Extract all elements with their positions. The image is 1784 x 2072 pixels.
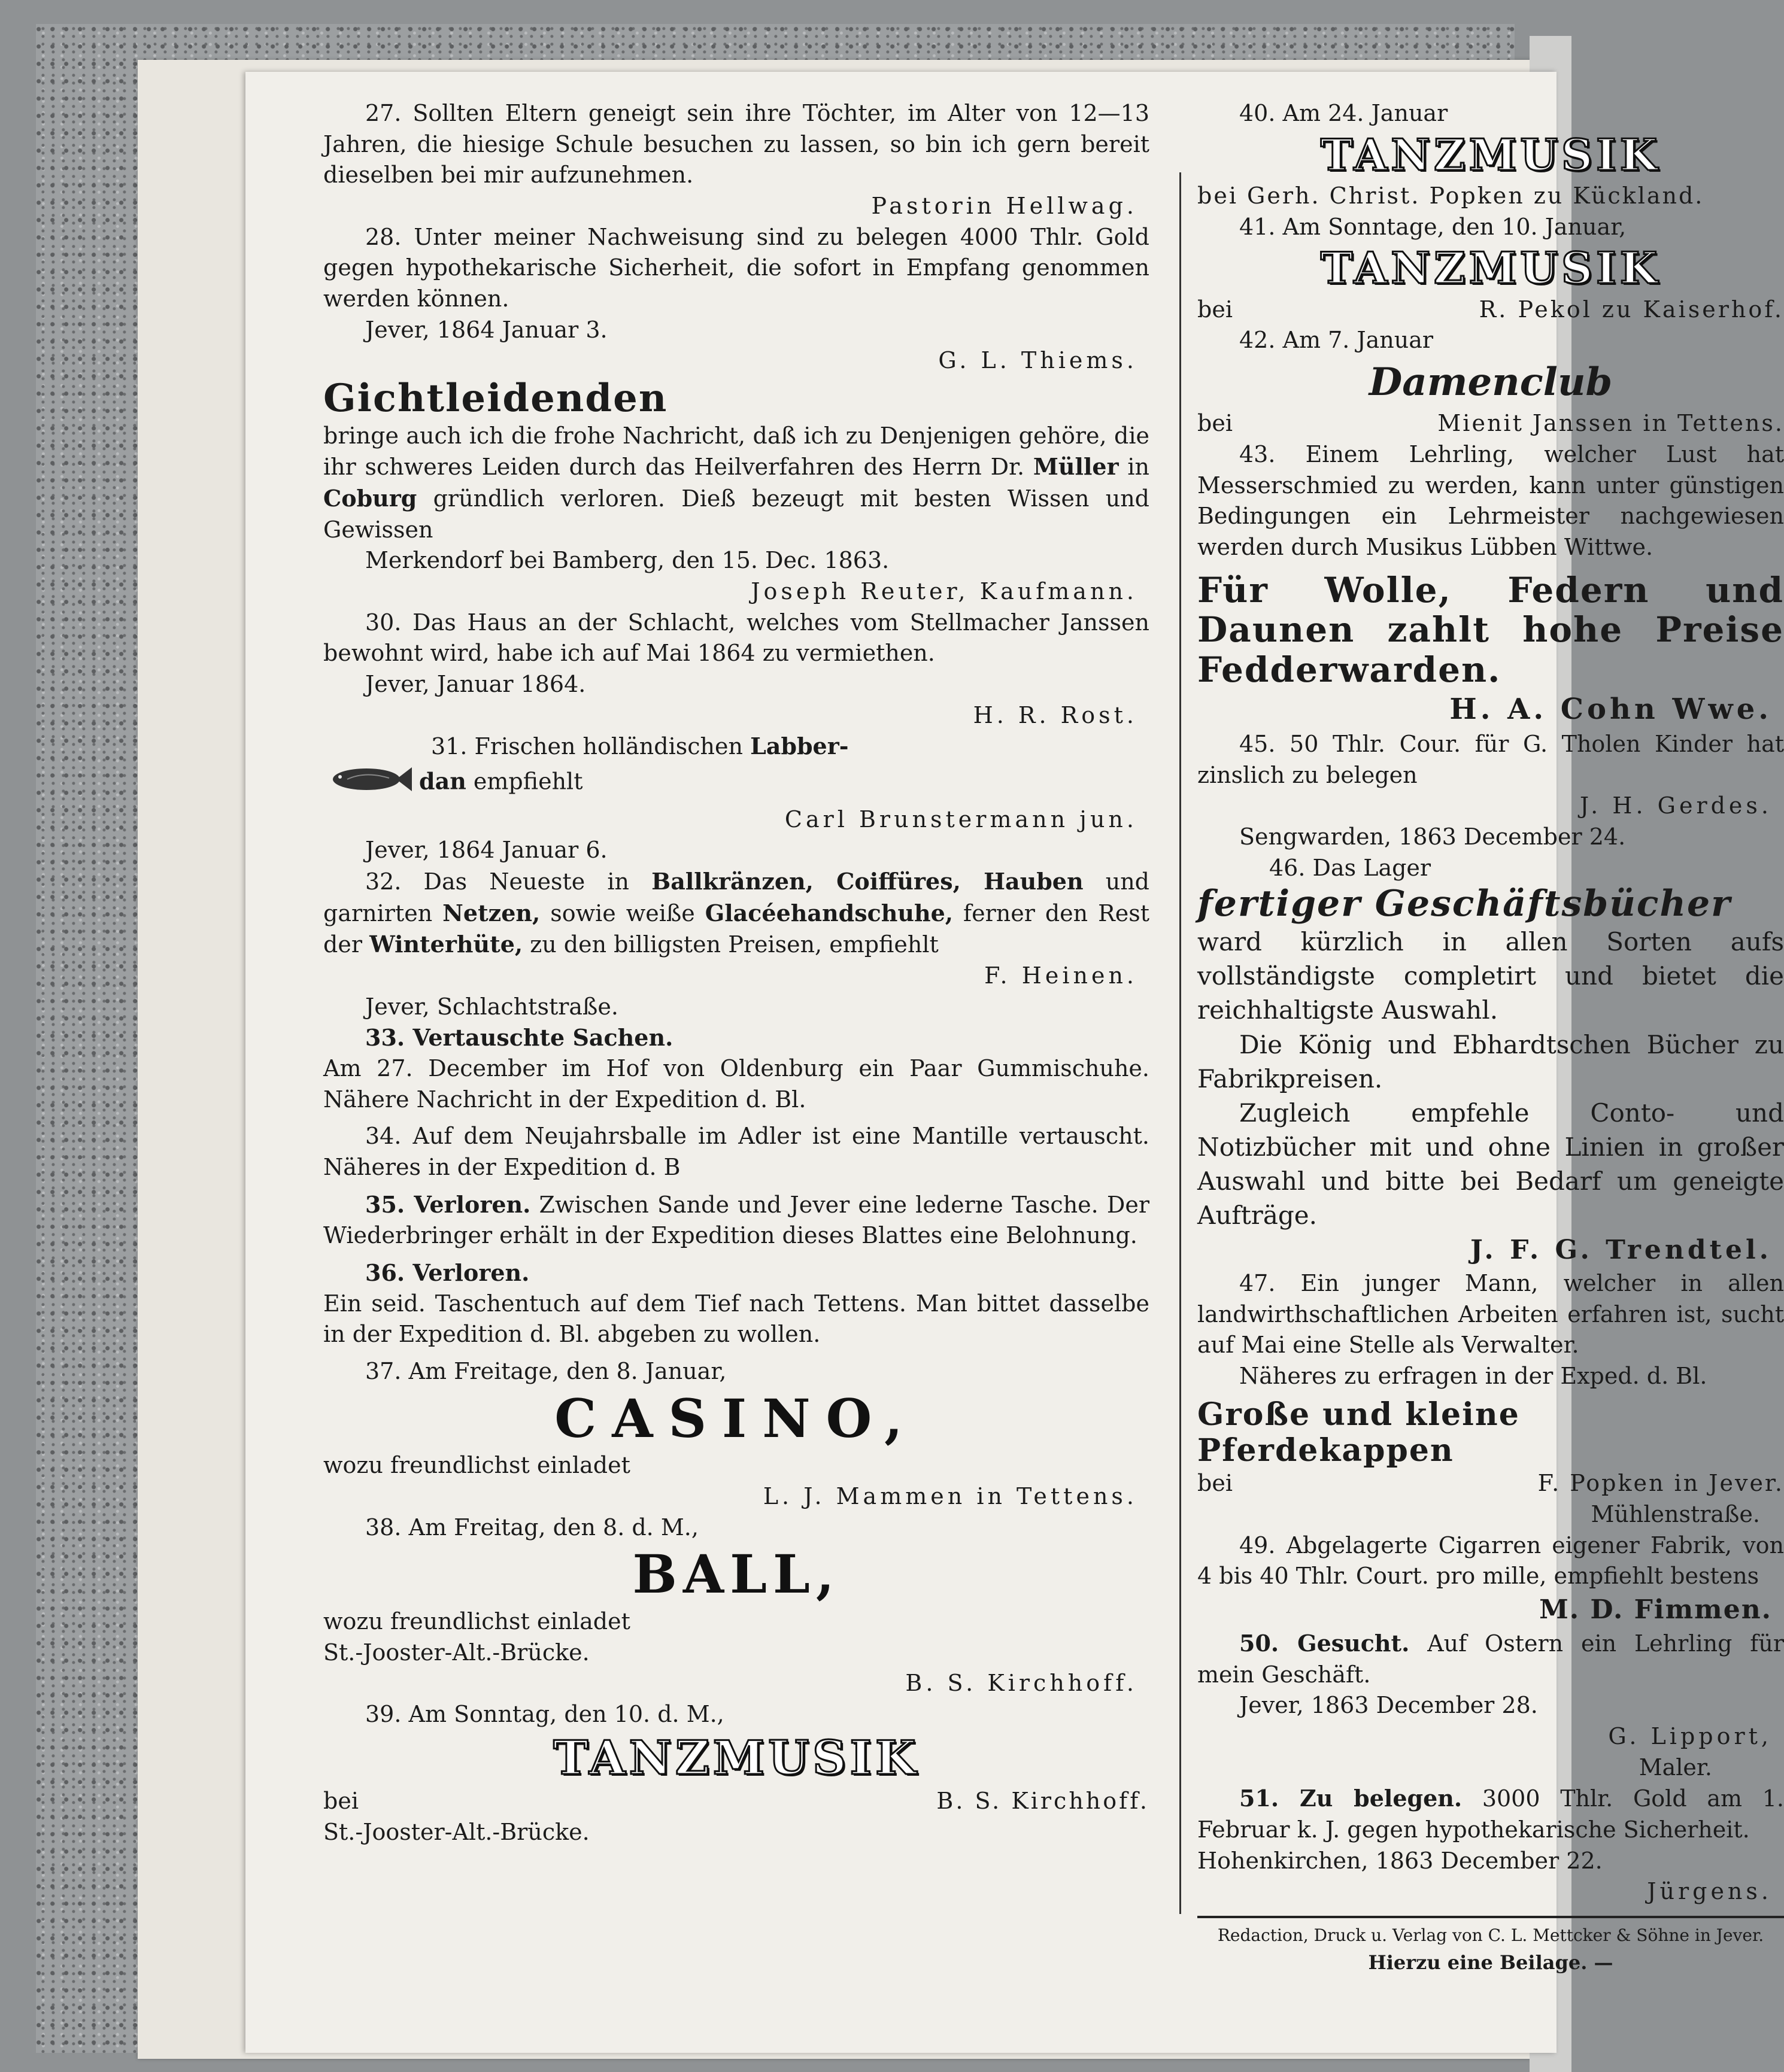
ad-38-place: St.-Jooster-Alt.-Brücke. — [323, 1639, 590, 1666]
ad-37 — [323, 1356, 1149, 1512]
ad-46-body-3: Zugleich empfehle Conto- und Notizbücher mit und ohne Linien in großer Auswahl und bitte bei Bedarf um geneigte Aufträge. — [1197, 1098, 1784, 1231]
ad-50-text — [1197, 1628, 1784, 1690]
ad-29-text-3: gründlich verloren. Dieß bezeugt mit besten Wissen und Gewissen — [323, 485, 1149, 543]
ad-51-signature: Jürgens. — [1647, 1878, 1772, 1905]
column-divider — [1179, 172, 1181, 1914]
ad-29 — [323, 376, 1149, 607]
ad-30-signature: H. R. Rost. — [973, 701, 1137, 728]
ad-50-title: 50. Gesucht. — [1239, 1629, 1410, 1657]
ad-41-big: TANZMUSIK — [1320, 242, 1661, 294]
ad-32-signature: F. Heinen. — [984, 962, 1137, 989]
ad-51-place: Hohenkirchen, 1863 December 22. — [1197, 1847, 1603, 1874]
ad-46-signature: J. F. G. Trendtel. — [1470, 1235, 1772, 1266]
ad-29-text — [323, 421, 1149, 546]
right-column — [1197, 98, 1784, 1977]
ad-39-bei: bei — [323, 1788, 359, 1815]
ad-44 — [1197, 570, 1784, 729]
ad-32-bold-3: Glacéehandschuhe, — [705, 899, 954, 926]
ad-28-text: 28. Unter meiner Nachweisung sind zu belegen 4000 Thlr. Gold gegen hypothekarische Sicherheit, die sofort in Empfang genommen werden können. — [323, 223, 1149, 312]
ad-33 — [323, 1022, 1149, 1115]
ad-42 — [1197, 325, 1784, 439]
ad-46-text: 46. Das Lager — [1269, 854, 1431, 881]
ad-51-text — [1197, 1783, 1784, 1845]
ad-42-bei: bei — [1197, 410, 1233, 437]
ad-33-text: Am 27. December im Hof von Oldenburg ein Paar Gummischuhe. Nähere Nachricht in der Expedition d. Bl. — [323, 1055, 1149, 1113]
ad-37-invite: wozu freundlichst einladet — [323, 1452, 630, 1479]
ad-29-name-2: Coburg — [323, 484, 417, 512]
ad-39-place: St.-Jooster-Alt.-Brücke. — [323, 1818, 590, 1845]
ad-32-bold-4: Winterhüte, — [369, 931, 523, 958]
ad-43 — [1197, 439, 1784, 563]
ad-30-text: 30. Das Haus an der Schlacht, welches vom Stellmacher Janssen bewohnt wird, habe ich auf Mai 1864 zu vermiethen. — [323, 609, 1149, 667]
ad-50-role: Maler. — [1639, 1754, 1712, 1781]
ad-30-place: Jever, Januar 1864. — [365, 671, 586, 698]
ad-32-place: Jever, Schlachtstraße. — [365, 993, 618, 1020]
ad-48-host: F. Popken in Jever. — [1537, 1470, 1784, 1497]
ad-45 — [1197, 729, 1784, 853]
ad-36-text: Ein seid. Taschentuch auf dem Tief nach Tettens. Man bittet dasselbe in der Expedition d. Bl. abgeben zu wollen. — [323, 1290, 1149, 1348]
ad-49-text: 49. Abgelagerte Cigarren eigener Fabrik, von 4 bis 40 Thlr. Court. pro mille, empfiehlt bestens — [1197, 1532, 1784, 1590]
ad-31-text-2: empfiehlt — [466, 768, 583, 795]
ad-39-host-row — [323, 1786, 1149, 1817]
ad-32-text-2: und garnirten — [323, 868, 1149, 926]
ad-40-text: 40. Am 24. Januar — [1239, 100, 1448, 126]
ad-39-text: 39. Am Sonntag, den 10. d. M., — [365, 1701, 724, 1728]
footer-supplement: Hierzu eine Beilage. — — [1368, 1951, 1613, 1974]
ad-35-body: Zwischen Sande und Jever eine lederne Tasche. Der Wiederbringer erhält in der Expedition dieses Blattes eine Belohnung. — [323, 1191, 1149, 1249]
ad-29-text-2: in — [1118, 454, 1149, 481]
ad-31-text — [323, 731, 1149, 762]
ad-32 — [323, 866, 1149, 1022]
ad-42-text: 42. Am 7. Januar — [1239, 327, 1434, 354]
ad-40 — [1197, 98, 1784, 212]
ad-41-text: 41. Am Sonntage, den 10. Januar, — [1239, 213, 1627, 240]
ad-45-text: 45. 50 Thlr. Cour. für G. Tholen Kinder hat zinslich zu belegen — [1197, 730, 1784, 788]
ad-34 — [323, 1121, 1149, 1183]
ad-31-place: Jever, 1864 Januar 6. — [365, 837, 608, 864]
ad-47-text: 47. Ein junger Mann, welcher in allen landwirthschaftlichen Arbeiten erfahren ist, sucht auf Mai eine Stelle als Verwalter. — [1197, 1270, 1784, 1359]
ad-27-text: 27. Sollten Eltern geneigt sein ihre Töchter, im Alter von 12—13 Jahren, die hiesige Schule besuchen zu lassen, so bin ich gern bereit dieselben bei mir aufzunehmen. — [323, 100, 1149, 189]
ad-36 — [323, 1257, 1149, 1350]
ad-48-bei: bei — [1197, 1470, 1233, 1497]
ad-51-body: 3000 Thlr. Gold am 1. Februar k. J. gegen hypothekarische Sicherheit. — [1197, 1785, 1784, 1843]
ad-48-headline: Große und kleine Pferdekappen — [1197, 1396, 1520, 1469]
ad-46-headline: fertiger Geschäftsbücher — [1197, 883, 1731, 925]
ad-31-bold-1: Labber- — [750, 733, 849, 760]
ad-32-text-1: 32. Das Neueste in — [365, 868, 652, 895]
ad-29-headline: Gichtleidenden — [323, 376, 668, 421]
ad-41 — [1197, 212, 1784, 326]
ad-50-place: Jever, 1863 December 28. — [1239, 1692, 1538, 1719]
left-column — [323, 98, 1149, 1848]
ad-37-text: 37. Am Freitage, den 8. Januar, — [365, 1358, 727, 1385]
ad-32-text — [323, 866, 1149, 961]
ad-34-text: 34. Auf dem Neujahrsballe im Adler ist eine Mantille vertauscht. Näheres in der Expedition d. B — [323, 1123, 1149, 1181]
ad-42-host: Mienit Janssen in Tettens. — [1437, 410, 1784, 437]
ad-31-text-1: 31. Frischen holländischen — [431, 733, 751, 760]
ad-37-signature: L. J. Mammen in Tettens. — [763, 1483, 1137, 1510]
ad-48-host-row — [1197, 1468, 1784, 1499]
ad-38-invite: wozu freundlichst einladet — [323, 1608, 630, 1634]
ad-51-title: 51. Zu belegen. — [1239, 1785, 1463, 1812]
ad-44-headline: Für Wolle, Federn und Daunen zahlt hohe Preise Fedderwarden. — [1197, 569, 1784, 690]
ad-39-big: TANZMUSIK — [553, 1730, 920, 1785]
ad-31 — [323, 731, 1149, 866]
ad-30 — [323, 607, 1149, 731]
ad-51 — [1197, 1783, 1784, 1907]
ad-29-place: Merkendorf bei Bamberg, den 15. Dec. 1863. — [365, 547, 890, 574]
ad-28-place: Jever, 1864 Januar 3. — [365, 316, 608, 343]
ad-32-bold-1: Ballkränzen, Coiffüres, Hauben — [651, 868, 1084, 895]
ad-41-host-row — [1197, 294, 1784, 326]
ad-42-host-row — [1197, 408, 1784, 439]
ad-32-text-4: ferner den Rest der — [323, 900, 1149, 958]
ad-35-title: 35. Verloren. — [365, 1190, 531, 1218]
ad-36-title: 36. Verloren. — [365, 1259, 530, 1287]
ad-38-signature: B. S. Kirchhoff. — [905, 1670, 1137, 1697]
ad-31-line2 — [323, 762, 1149, 804]
footer-rule — [1197, 1916, 1784, 1918]
ad-45-place: Sengwarden, 1863 December 24. — [1239, 823, 1626, 850]
ad-28-signature: G. L. Thiems. — [938, 347, 1137, 374]
ad-43-text: 43. Einem Lehrling, welcher Lust hat Messerschmied zu werden, kann unter günstigen Bedingungen ein Lehrmeister nachgewiesen werden durch Musikus Lübben Wittwe. — [1197, 440, 1784, 560]
ad-29-text-1: bringe auch ich die frohe Nachricht, daß ich zu Denjenigen gehöre, die ihr schweres Leiden durch das Heilverfahren des Herrn Dr. — [323, 422, 1149, 481]
ad-32-text-3: sowie weiße — [540, 900, 705, 926]
ad-50-body: Auf Ostern ein Lehrling für mein Geschäft. — [1197, 1630, 1784, 1688]
ad-40-big: TANZMUSIK — [1320, 129, 1661, 180]
ad-32-text-5: zu den billigsten Preisen, empfiehlt — [523, 931, 939, 958]
ad-39 — [323, 1699, 1149, 1848]
ad-41-host: R. Pekol zu Kaiserhof. — [1479, 296, 1784, 323]
ad-42-big: Damenclub — [1369, 360, 1613, 405]
ad-37-big: CASINO, — [554, 1387, 918, 1450]
ad-28 — [323, 222, 1149, 376]
ad-39-signature: B. S. Kirchhoff. — [936, 1788, 1149, 1815]
ad-50-signature: G. Lipport, — [1608, 1722, 1772, 1749]
ad-40-line: bei Gerh. Christ. Popken zu Kückland. — [1197, 183, 1704, 209]
ad-31-bold-2: dan — [419, 767, 466, 795]
ad-47 — [1197, 1268, 1784, 1392]
ad-41-bei: bei — [1197, 296, 1233, 323]
ad-46 — [1197, 853, 1784, 1268]
ad-38-big: BALL, — [632, 1543, 841, 1606]
ad-29-name-1: Müller — [1033, 453, 1119, 481]
ad-49-signature: M. D. Fimmen. — [1539, 1594, 1772, 1625]
ad-49 — [1197, 1530, 1784, 1628]
ad-48 — [1197, 1397, 1784, 1530]
ad-46-body-1: ward kürzlich in allen Sorten aufs vollständigste completirt und bietet die reichhaltigste Auswahl. — [1197, 927, 1784, 1025]
ad-46-body-2: Die König und Ebhardtschen Bücher zu Fabrikpreisen. — [1197, 1029, 1784, 1093]
ad-35-text — [323, 1189, 1149, 1251]
ad-27 — [323, 98, 1149, 222]
ad-29-signature: Joseph Reuter, Kaufmann. — [751, 578, 1137, 604]
ad-50 — [1197, 1628, 1784, 1783]
ad-48-street: Mühlenstraße. — [1591, 1500, 1760, 1527]
footer-imprint: Redaction, Druck u. Verlag von C. L. Mettcker & Söhne in Jever. — [1217, 1925, 1764, 1945]
ad-38 — [323, 1512, 1149, 1699]
ad-45-signature: J. H. Gerdes. — [1579, 792, 1772, 819]
ad-27-signature: Pastorin Hellwag. — [871, 193, 1137, 220]
newspaper-page — [245, 72, 1784, 2053]
fish-icon — [323, 762, 413, 804]
ad-47-more: Näheres zu erfragen in der Exped. d. Bl. — [1239, 1363, 1707, 1390]
ad-38-text: 38. Am Freitag, den 8. d. M., — [365, 1514, 699, 1541]
ad-35 — [323, 1189, 1149, 1251]
ad-31-signature: Carl Brunstermann jun. — [784, 806, 1137, 833]
ad-44-signature: H. A. Cohn Wwe. — [1449, 692, 1772, 726]
ad-33-title: 33. Vertauschte Sachen. — [365, 1024, 673, 1052]
ad-32-bold-2: Netzen, — [442, 899, 541, 926]
